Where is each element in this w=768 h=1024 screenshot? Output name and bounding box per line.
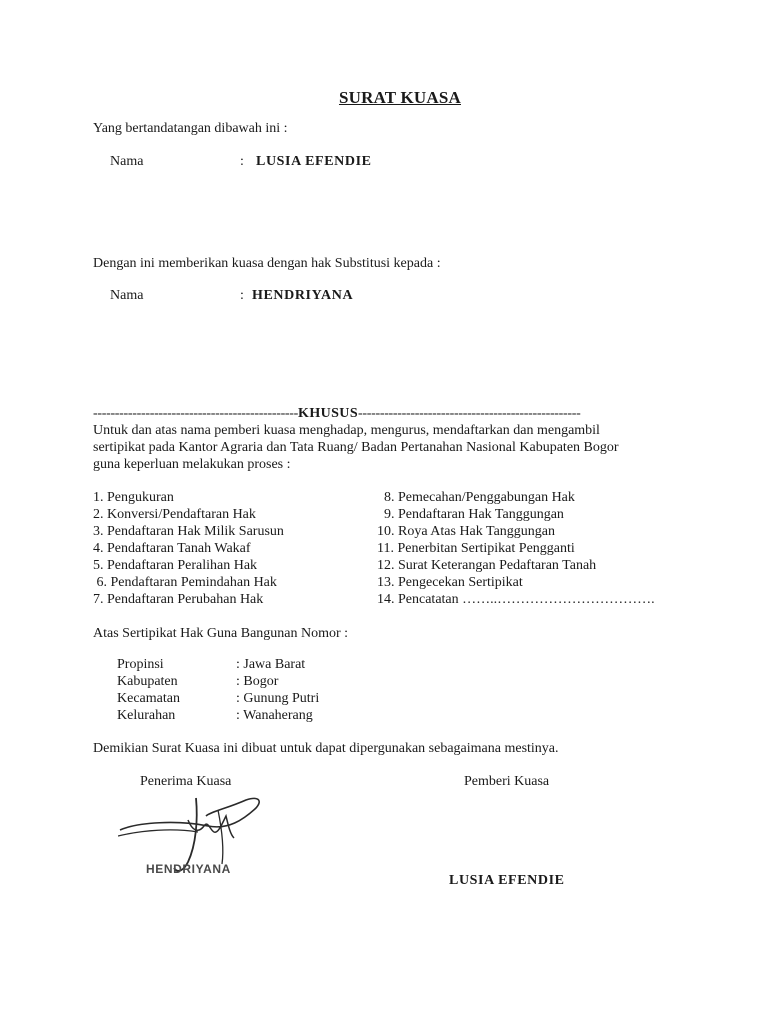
list-item: 10. Roya Atas Hak Tanggungan: [377, 524, 556, 539]
certificate-text: Atas Sertipikat Hak Guna Bangunan Nomor :: [93, 626, 349, 641]
giver-name-colon: :: [240, 154, 244, 169]
purpose-line: Untuk dan atas nama pemberi kuasa menghadap, mengurus, mendaftarkan dan mengambil: [93, 423, 600, 438]
purpose-paragraph: [93, 422, 693, 473]
receiver-name-colon: :: [240, 288, 244, 303]
khusus-left-dashes: -----------------------------------------------: [93, 406, 299, 421]
receiver-name-label: Nama: [110, 288, 144, 303]
giver-name-value: LUSIA EFENDIE: [256, 154, 372, 169]
signature-stamp-name: HENDRIYANA: [146, 862, 231, 876]
khusus-word: KHUSUS: [298, 406, 359, 421]
location-label: Kecamatan: [117, 691, 180, 706]
location-label: Kabupaten: [117, 674, 178, 689]
list-item: 12. Surat Keterangan Pedaftaran Tanah: [377, 558, 597, 573]
document-title: SURAT KUASA: [338, 88, 461, 107]
giver-name-label: Nama: [110, 154, 144, 169]
location-values: [236, 656, 319, 724]
list-item: 11. Penerbitan Sertipikat Pengganti: [377, 541, 575, 556]
location-labels: [117, 656, 180, 724]
purpose-line: sertipikat pada Kantor Agraria dan Tata Ruang/ Badan Pertanahan Nasional Kabupaten Bogor: [93, 440, 619, 455]
list-item: 13. Pengecekan Sertipikat: [377, 575, 523, 590]
intro-text: Yang bertandatangan dibawah ini :: [93, 121, 288, 136]
location-value: : Jawa Barat: [236, 657, 306, 672]
list-item: 2. Konversi/Pendaftaran Hak: [93, 507, 256, 522]
location-label: Propinsi: [117, 657, 164, 672]
receiver-name-value: HENDRIYANA: [252, 288, 354, 303]
khusus-right-dashes: ---------------------------------------------------: [358, 406, 581, 421]
giver-sign-caption: Pemberi Kuasa: [464, 774, 550, 789]
purpose-line: guna keperluan melakukan proses :: [93, 457, 291, 472]
process-list-left: [93, 489, 284, 608]
grant-text: Dengan ini memberikan kuasa dengan hak Substitusi kepada :: [93, 256, 441, 271]
giver-sign-name: LUSIA EFENDIE: [449, 873, 565, 888]
receiver-signature: [118, 790, 268, 885]
location-value: : Gunung Putri: [236, 691, 320, 706]
list-item: 4. Pendaftaran Tanah Wakaf: [93, 541, 251, 556]
list-item: 7. Pendaftaran Perubahan Hak: [93, 592, 264, 607]
list-item: 9. Pendaftaran Hak Tanggungan: [377, 507, 564, 522]
list-item: 8. Pemecahan/Penggabungan Hak: [377, 490, 575, 505]
location-value: : Wanaherang: [236, 708, 313, 723]
list-item: 14. Pencatatan ……..…………………………….: [377, 592, 655, 607]
khusus-divider: [93, 405, 580, 422]
receiver-sign-caption: Penerima Kuasa: [140, 774, 232, 789]
list-item: 3. Pendaftaran Hak Milik Sarusun: [93, 524, 284, 539]
process-list-right: [377, 489, 655, 608]
list-item: 5. Pendaftaran Peralihan Hak: [93, 558, 258, 573]
location-value: : Bogor: [236, 674, 279, 689]
list-item: 1. Pengukuran: [93, 490, 174, 505]
closing-text: Demikian Surat Kuasa ini dibuat untuk dapat dipergunakan sebagaimana mestinya.: [93, 741, 559, 756]
list-item: 6. Pendaftaran Pemindahan Hak: [93, 575, 277, 590]
location-label: Kelurahan: [117, 708, 176, 723]
